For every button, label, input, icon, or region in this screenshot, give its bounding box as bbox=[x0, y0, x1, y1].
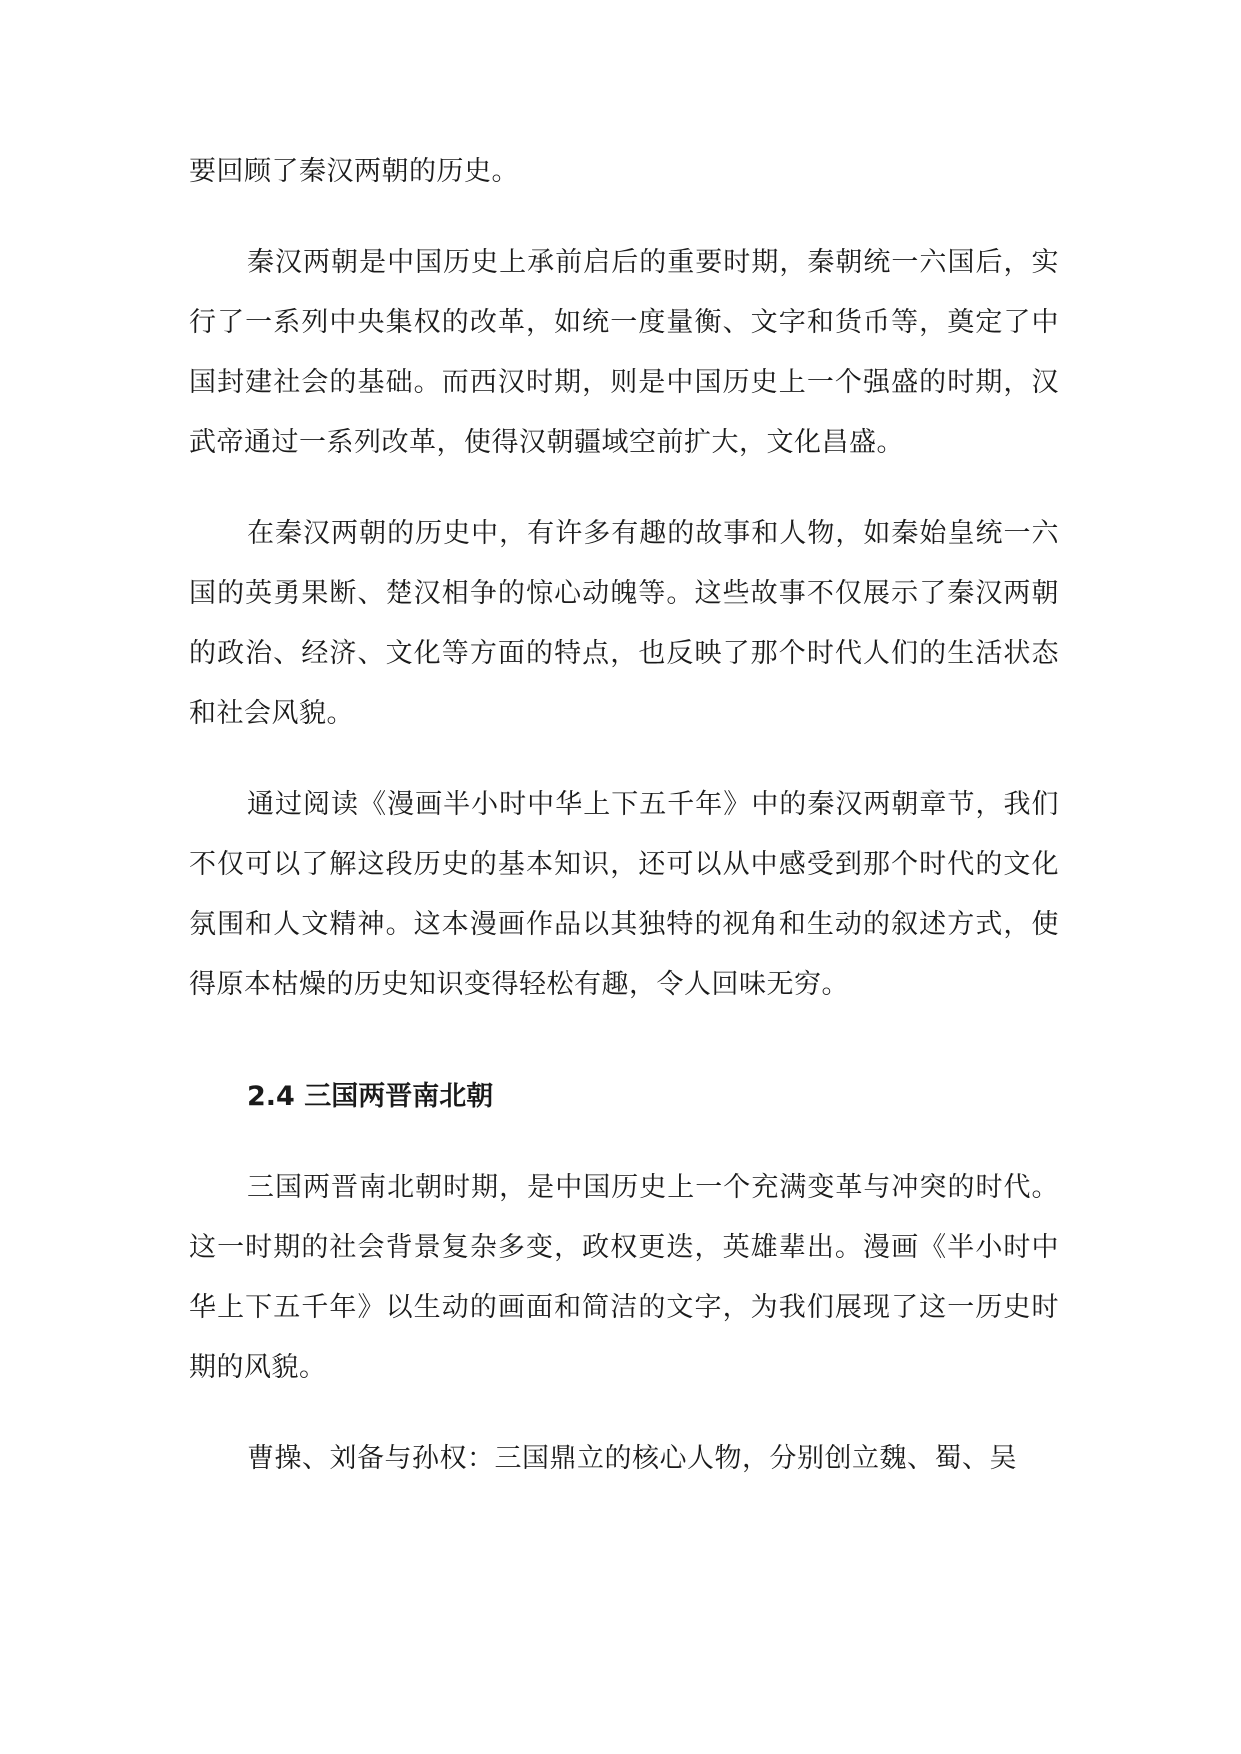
section-heading: 2.4 三国两晋南北朝 bbox=[247, 1081, 494, 1112]
paragraph-three-kingdoms-intro: 三国两晋南北朝时期，是中国历史上一个充满变革与冲突的时代。这一时期的社会背景复杂多变，政权更迭，英雄辈出。漫画《半小时中华上下五千年》以生动的画面和简洁的文字，为我们展现了这一历史时期的风貌。 bbox=[189, 1172, 1059, 1383]
paragraph-continued: 要回顾了秦汉两朝的历史。 bbox=[189, 156, 519, 187]
paragraph-qin-han-overview: 秦汉两朝是中国历史上承前启后的重要时期，秦朝统一六国后，实行了一系列中央集权的改革，如统一度量衡、文字和货币等，奠定了中国封建社会的基础。而西汉时期，则是中国历史上一个强盛的时期，汉武帝通过一系列改革，使得汉朝疆域空前扩大，文化昌盛。 bbox=[189, 247, 1059, 458]
paragraph-qin-han-stories: 在秦汉两朝的历史中，有许多有趣的故事和人物，如秦始皇统一六国的英勇果断、楚汉相争的惊心动魄等。这些故事不仅展示了秦汉两朝的政治、经济、文化等方面的特点，也反映了那个时代人们的生活状态和社会风貌。 bbox=[189, 518, 1059, 729]
paragraph-key-figures: 曹操、刘备与孙权：三国鼎立的核心人物，分别创立魏、蜀、吴 bbox=[247, 1443, 1017, 1474]
paragraph-reading-summary: 通过阅读《漫画半小时中华上下五千年》中的秦汉两朝章节，我们不仅可以了解这段历史的基本知识，还可以从中感受到那个时代的文化氛围和人文精神。这本漫画作品以其独特的视角和生动的叙述方式，使得原本枯燥的历史知识变得轻松有趣，令人回味无穷。 bbox=[189, 789, 1059, 1000]
document-body bbox=[189, 142, 1059, 1520]
